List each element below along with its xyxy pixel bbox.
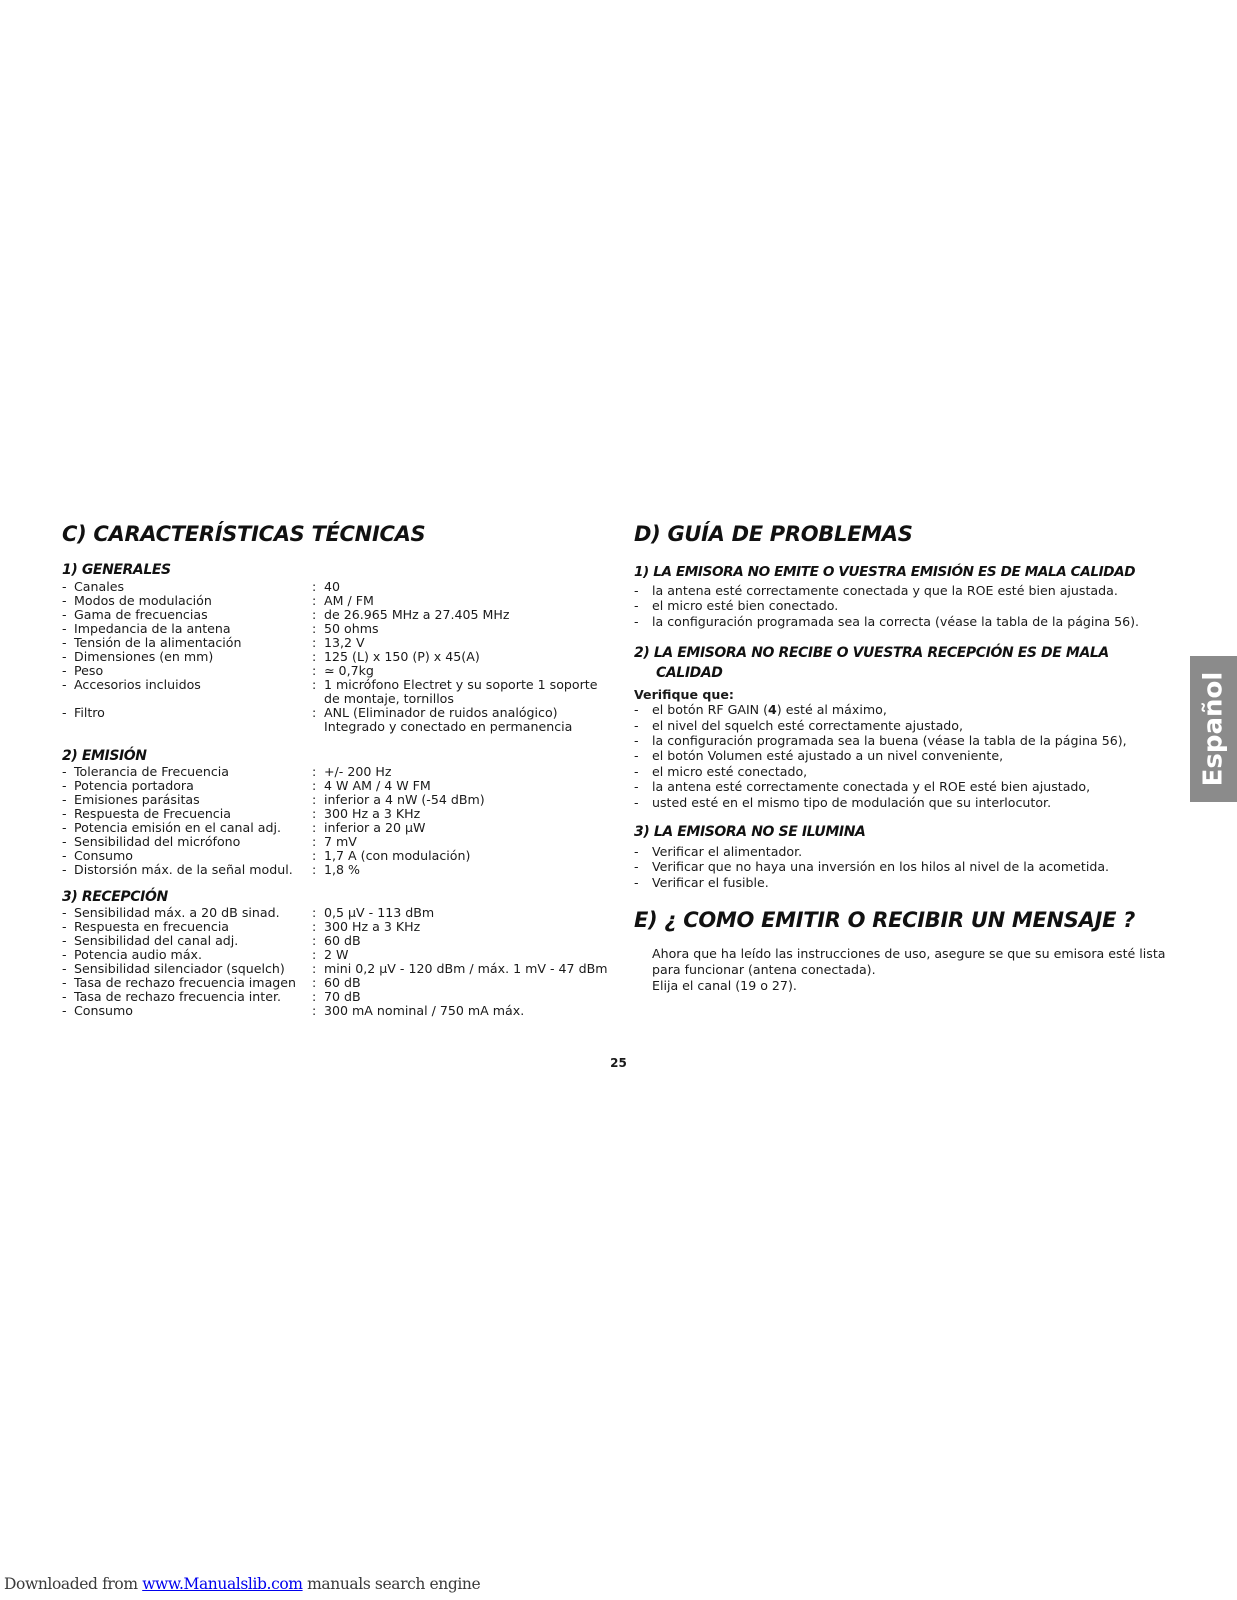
spec-value: 1,7 A (con modulación) [324,848,471,863]
spec-row: - Modos de modulación : AM / FM [62,594,607,608]
spec-label: Modos de modulación [74,593,212,608]
list-item: - Verificar el fusible. [634,874,769,890]
spec-row: - Tasa de rechazo frecuencia imagen : 60 dB [62,976,607,990]
spec-label: Tensión de la alimentación [74,635,242,650]
list-item: - la antena esté correctamente conectada y el ROE esté bien ajustado, [634,779,1091,795]
list-item: - Verificar el alimentador. [634,844,803,860]
spec-value: 50 ohms [324,621,379,636]
language-tab-label: Español [1198,671,1229,787]
problem-title-1: 1) LA EMISORA NO EMITE O VUESTRA EMISIÓN ES DE MALA CALIDAD [634,564,1136,580]
language-tab [1190,656,1237,802]
spec-table-emision [62,765,607,877]
spec-row: - Canales : 40 [62,580,607,594]
subsection-title-generales: 1) GENERALES [62,562,171,578]
verify-label: Verifique que: [634,687,734,703]
list-item: - el nivel del squelch esté correctamente ajustado, [634,717,963,733]
spec-value: 1 micrófono Electret y su soporte 1 soporte [324,677,598,692]
spec-row: - Accesorios incluidos : 1 micrófono Electret y su soporte 1 soporte de montaje, tornillos [62,677,598,706]
spec-row: - Filtro : ANL (Eliminador de ruidos analógico) Integrado y conectado en permanencia [62,705,573,734]
spec-label: Sensibilidad máx. a 20 dB sinad. [74,905,280,920]
spec-label: Distorsión máx. de la señal modul. [74,862,293,877]
spec-value: ≃ 0,7kg [324,663,374,678]
spec-label: Consumo [74,1003,133,1018]
problem-title-2-line1: 2) LA EMISORA NO RECIBE O VUESTRA RECEPCIÓN ES DE MALA [634,645,1109,662]
spec-label: Consumo [74,848,133,863]
spec-label: Dimensiones (en mm) [74,649,214,664]
spec-value: inferior a 4 nW (-54 dBm) [324,792,485,807]
section-title-mensaje: E) ¿ COMO EMITIR O RECIBIR UN MENSAJE ? [634,908,1136,933]
spec-value: 0,5 µV - 113 dBm [324,905,435,920]
spec-value: AM / FM [324,593,374,608]
problem-title-2 [634,643,1174,683]
message-paragraph: Ahora que ha leído las instrucciones de uso, asegure se que su emisora esté lista para funcionar (antena conectada). Elija el canal (19 o 27). [652,946,1166,993]
spec-value: 300 Hz a 3 KHz [324,806,421,821]
list-item: - el micro esté conectado, [634,763,808,779]
spec-label: Tasa de rechazo frecuencia inter. [74,989,281,1004]
spec-label: Sensibilidad del canal adj. [74,933,239,948]
spec-row: - Potencia audio máx. : 2 W [62,948,607,962]
page-number: 25 [610,1056,627,1070]
spec-row: - Respuesta en frecuencia : 300 Hz a 3 KHz [62,920,607,934]
spec-value: inferior a 20 µW [324,820,426,835]
spec-value: mini 0,2 µV - 120 dBm / máx. 1 mV - 47 dBm [324,961,608,976]
spec-label: Tasa de rechazo frecuencia imagen [74,975,297,990]
spec-row: - Dimensiones (en mm) : 125 (L) x 150 (P) x 45(A) [62,650,607,664]
spec-value: 40 [324,579,341,594]
spec-label: Potencia portadora [74,778,194,793]
spec-label: Respuesta en frecuencia [74,919,230,934]
spec-value: 4 W AM / 4 W FM [324,778,431,793]
spec-row: - Distorsión máx. de la señal modul. : 1,8 % [62,863,607,877]
spec-value: 60 dB [324,933,361,948]
spec-row: - Consumo : 300 mA nominal / 750 mA máx. [62,1004,607,1018]
spec-value: 300 mA nominal / 750 mA máx. [324,1003,525,1018]
list-item: - Verificar que no haya una inversión en los hilos al nivel de la acometida. [634,859,1110,875]
spec-row: - Respuesta de Frecuencia : 300 Hz a 3 KHz [62,807,607,821]
spec-value: 60 dB [324,975,361,990]
spec-label: Tolerancia de Frecuencia [74,764,230,779]
spec-row: - Sensibilidad silenciador (squelch) : mini 0,2 µV - 120 dBm / máx. 1 mV - 47 dBm [62,961,608,976]
list-item: - el micro esté bien conectado. [634,598,839,614]
spec-label: Peso [74,663,104,678]
spec-label: Filtro [74,705,105,720]
download-footer [4,1575,480,1593]
problem-title-3: 3) LA EMISORA NO SE ILUMINA [634,824,866,841]
spec-label: Emisiones parásitas [74,792,200,807]
spec-label: Potencia emisión en el canal adj. [74,820,281,835]
section-title-guia: D) GUÍA DE PROBLEMAS [634,522,913,546]
spec-row: - Consumo : 1,7 A (con modulación) [62,849,607,863]
spec-row: - Tasa de rechazo frecuencia inter. : 70 dB [62,990,607,1004]
spec-value-continued: Integrado y conectado en permanencia [324,719,573,734]
subsection-title-recepcion: 3) RECEPCIÓN [62,889,168,905]
list-item: - el botón Volumen esté ajustado a un nivel conveniente, [634,748,1004,764]
spec-value: 300 Hz a 3 KHz [324,919,421,934]
specifications-column [62,522,607,1018]
spec-label: Sensibilidad del micrófono [74,834,241,849]
spec-value: +/- 200 Hz [324,764,392,779]
spec-row: - Peso : ≃ 0,7kg [62,664,607,678]
problem-title-2-line2: CALIDAD [656,665,723,682]
spec-row: - Emisiones parásitas : inferior a 4 nW (-54 dBm) [62,793,607,807]
spec-label: Sensibilidad silenciador (squelch) [74,961,285,976]
spec-table-recepcion [62,906,607,1018]
spec-row: - Sensibilidad del micrófono : 7 mV [62,835,607,849]
section-title-caracteristicas: C) CARACTERÍSTICAS TÉCNICAS [62,522,426,546]
footer-suffix: manuals search engine [302,1575,481,1593]
spec-label: Impedancia de la antena [74,621,231,636]
spec-label: Canales [74,579,125,594]
problem-list-2 [634,702,1174,810]
spec-label: Gama de frecuencias [74,607,208,622]
spec-value: 2 W [324,947,349,962]
spec-label: Potencia audio máx. [74,947,203,962]
list-item: - la configuración programada sea la buena (véase la tabla de la página 56), [634,733,1127,749]
manualslib-link[interactable]: www.Manualslib.com [142,1575,303,1593]
list-item: - usted esté en el mismo tipo de modulación que su interlocutor. [634,794,1052,810]
spec-row: - Impedancia de la antena : 50 ohms [62,622,607,636]
spec-value: 70 dB [324,989,361,1004]
problem-list-1 [634,583,1174,629]
spec-value: 125 (L) x 150 (P) x 45(A) [324,649,480,664]
list-item: - el botón RF GAIN (4) esté al máximo, [634,702,887,718]
footer-prefix: Downloaded from [4,1575,143,1593]
spec-row: - Potencia portadora : 4 W AM / 4 W FM [62,779,607,793]
spec-row: - Potencia emisión en el canal adj. : inferior a 20 µW [62,821,607,835]
list-item: - la configuración programada sea la correcta (véase la tabla de la página 56). [634,613,1140,629]
spec-table-generales [62,580,607,734]
spec-row: - Gama de frecuencias : de 26.965 MHz a 27.405 MHz [62,608,607,622]
subsection-title-emision: 2) EMISIÓN [62,748,147,764]
spec-row: - Sensibilidad del canal adj. : 60 dB [62,934,607,948]
spec-row: - Sensibilidad máx. a 20 dB sinad. : 0,5 µV - 113 dBm [62,906,607,920]
spec-row: - Tolerancia de Frecuencia : +/- 200 Hz [62,765,607,779]
spec-label: Accesorios incluidos [74,677,201,692]
spec-value: 1,8 % [324,862,360,877]
spec-value: de 26.965 MHz a 27.405 MHz [324,607,510,622]
troubleshooting-column [634,522,1174,994]
spec-value: 13,2 V [324,635,365,650]
list-item: - la antena esté correctamente conectada y que la ROE esté bien ajustada. [634,583,1118,598]
spec-row: - Tensión de la alimentación : 13,2 V [62,636,607,650]
spec-value: 7 mV [324,834,357,849]
problem-list-3 [634,844,1174,890]
spec-label: Respuesta de Frecuencia [74,806,231,821]
spec-value-continued: de montaje, tornillos [324,691,454,706]
spec-value: ANL (Eliminador de ruidos analógico) [324,705,558,720]
